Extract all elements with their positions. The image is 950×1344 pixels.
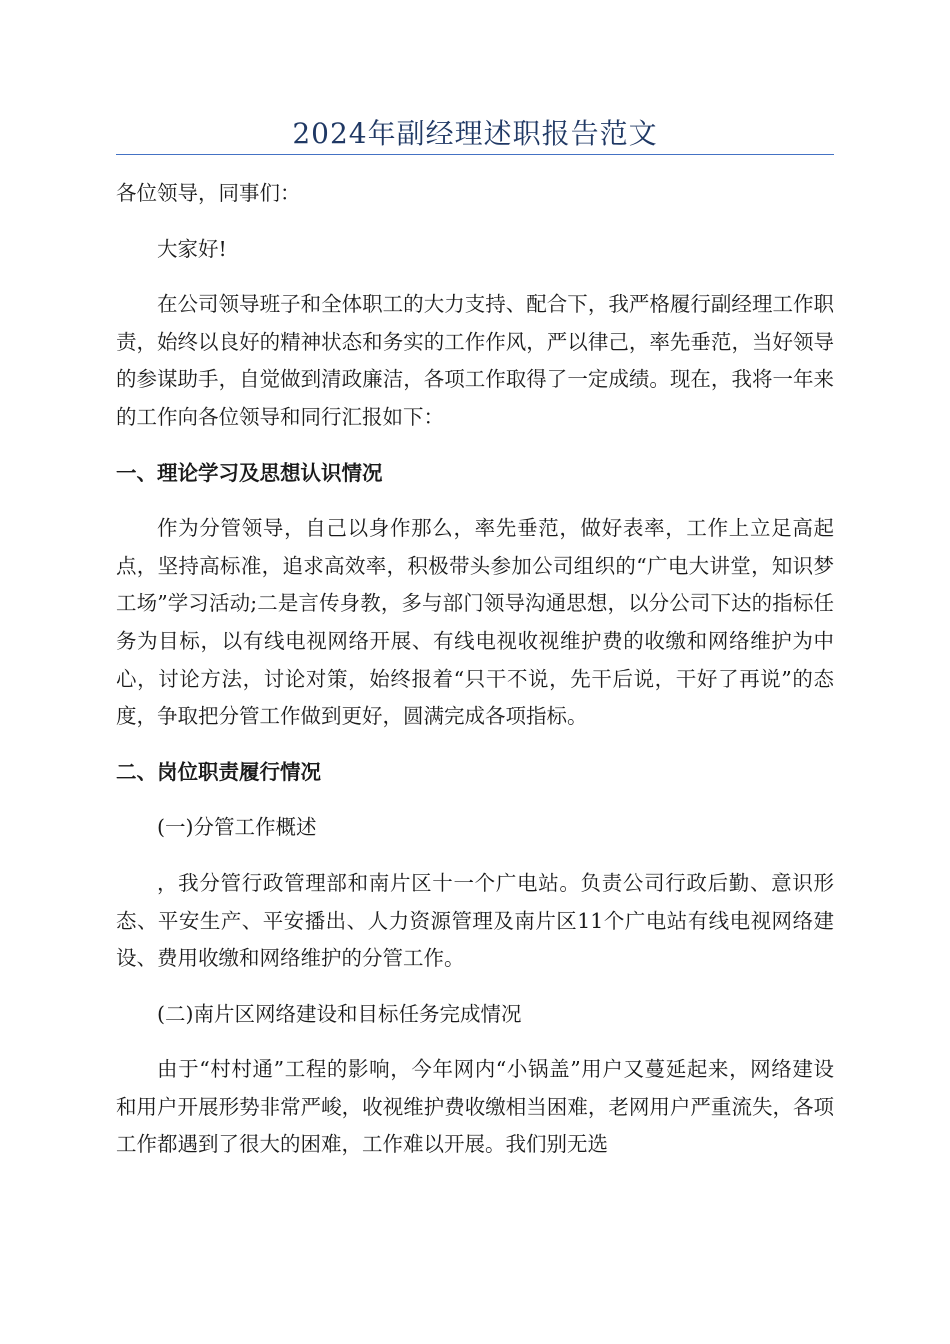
subsection-2-2-paragraph: 由于“村村通”工程的影响，今年网内“小锅盖”用户又蔓延起来，网络建设和用户开展形势非常严峻，收视维护费收缴相当困难，老网用户严重流失，各项工作都遇到了很大的困难，工作难以开展。我们别无选 xyxy=(116,1057,834,1157)
subsection-2-1-paragraph: ，我分管行政管理部和南片区十一个广电站。负责公司行政后勤、意识形态、平安生产、平安播出、人力资源管理及南片区11个广电站有线电视网络建设、费用收缴和网络维护的分管工作。 xyxy=(116,870,834,971)
greeting: 大家好! xyxy=(157,236,227,261)
document-body xyxy=(116,175,834,1164)
section-1-paragraph: 作为分管领导，自己以身作那么，率先垂范，做好表率，工作上立足高起点，坚持高标准，追求高效率，积极带头参加公司组织的“广电大讲堂，知识梦工场”学习活动;二是言传身教，多与部门领导沟通思想，以分公司下达的指标任务为目标，以有线电视网络开展、有线电视收视维护费的收缴和网络维护为中心，讨论方法，讨论对策，始终报着“只干不说，先干后说，干好了再说”的态度，争取把分管工作做到更好，圆满完成各项指标。 xyxy=(116,516,834,729)
section-heading-1: 一、理论学习及思想认识情况 xyxy=(116,460,383,485)
salutation: 各位领导，同事们： xyxy=(116,181,301,205)
document-title: 2024年副经理述职报告范文 xyxy=(292,117,658,150)
section-heading-2: 二、岗位职责履行情况 xyxy=(116,759,321,784)
intro-paragraph: 在公司领导班子和全体职工的大力支持、配合下，我严格履行副经理工作职责，始终以良好的精神状态和务实的工作作风，严以律己，率先垂范，当好领导的参谋助手，自觉做到清政廉洁，各项工作取得了一定成绩。现在，我将一年来的工作向各位领导和同行汇报如下： xyxy=(116,292,834,429)
subsection-heading-2-2: (二)南片区网络建设和目标任务完成情况 xyxy=(157,1001,522,1026)
title-underline xyxy=(116,154,834,155)
subsection-heading-2-1: (一)分管工作概述 xyxy=(157,815,317,840)
